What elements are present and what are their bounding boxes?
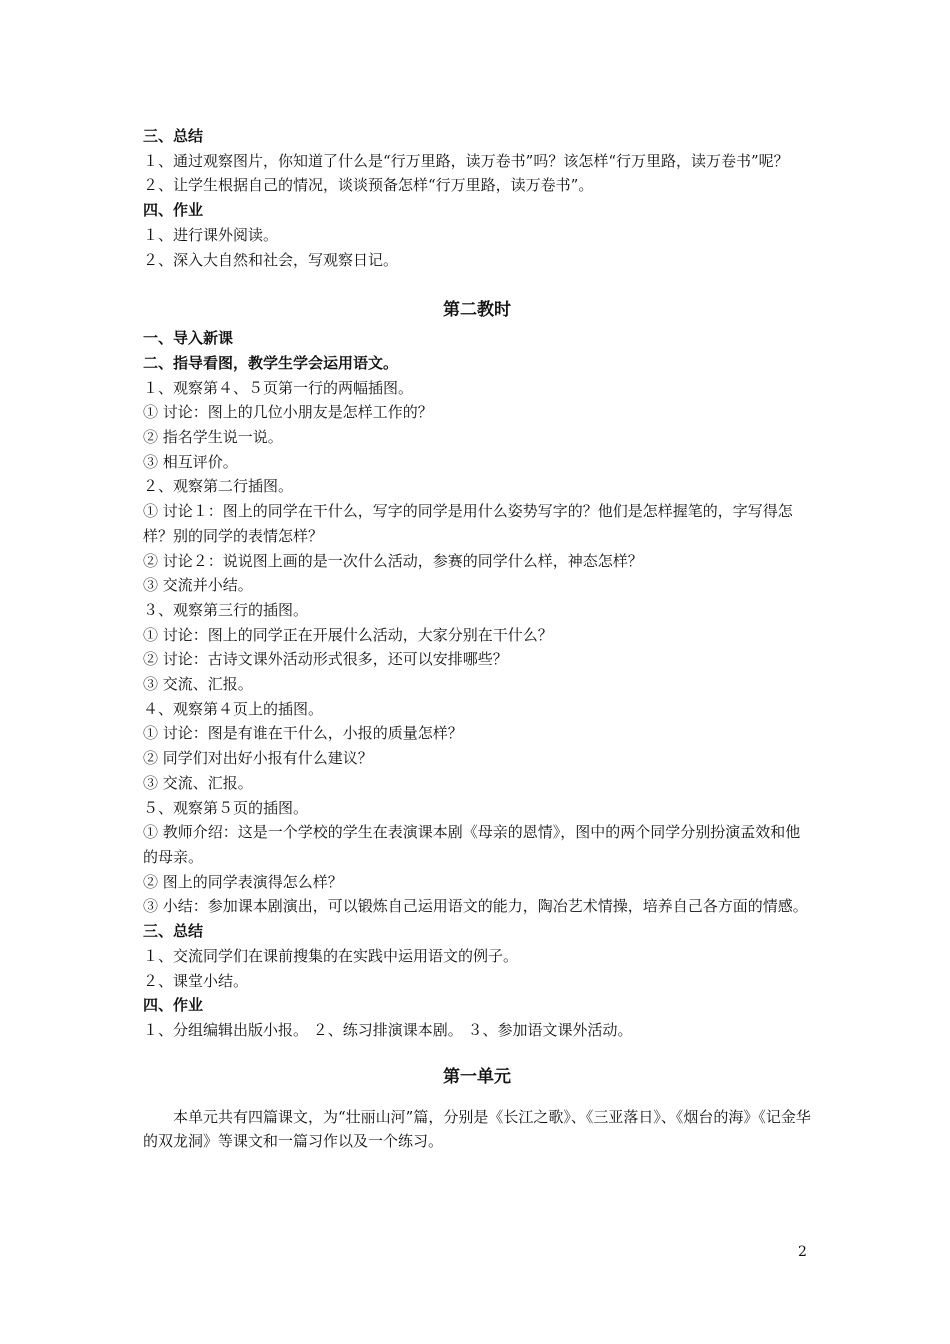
lesson-line: ３、观察第三行的插图。 — [143, 600, 309, 619]
lesson-line: ③ 相互评价。 — [143, 452, 238, 471]
summary-item-1: １、通过观察图片，你知道了什么是“行万里路，读万卷书”吗？该怎样“行万里路，读万卷书”呢？ — [143, 151, 789, 170]
lesson-line: ５、观察第５页的插图。 — [143, 798, 309, 817]
homework-item-2: ２、深入大自然和社会，写观察日记。 — [143, 250, 399, 269]
heading-summary-2: 三、总结 — [143, 922, 204, 941]
lesson-line: ４、观察第４页上的插图。 — [143, 699, 324, 718]
heading-intro: 一、导入新课 — [143, 329, 234, 348]
summary-item: ２、课堂小结。 — [143, 971, 249, 990]
lesson-line: ③ 交流、汇报。 — [143, 773, 253, 792]
summary-item-2: ２、让学生根据自己的情况，谈谈预备怎样“行万里路，读万卷书”。 — [143, 176, 594, 195]
heading-summary: 三、总结 — [143, 127, 204, 145]
lesson-line: ２、观察第二行插图。 — [143, 477, 294, 496]
lesson-line: ① 讨论：图上的同学正在开展什么活动，大家分别在干什么？ — [143, 625, 553, 644]
lesson-line: １、观察第４、５页第一行的两幅插图。 — [143, 378, 414, 397]
summary-item: １、交流同学们在课前搜集的在实践中运用语文的例子。 — [143, 946, 519, 965]
lesson-2-title: 第二教时 — [443, 300, 511, 321]
page-content — [143, 124, 811, 1154]
unit-1-title: 第一单元 — [443, 1066, 511, 1087]
lesson-line: ③ 交流、汇报。 — [143, 675, 253, 694]
heading-guide: 二、指导看图，教学生学会运用语文。 — [143, 353, 399, 372]
lesson-line: ① 教师介绍：这是一个学校的学生在表演课本剧《母亲的恩情》，图中的两个同学分别扮演孟效和他的母亲。 — [143, 823, 801, 866]
lesson-line: ② 图上的同学表演得怎么样？ — [143, 872, 343, 891]
homework-item-1: １、进行课外阅读。 — [143, 225, 279, 244]
lesson-line: ① 讨论：图是有谁在干什么，小报的质量怎样？ — [143, 724, 463, 743]
heading-homework: 四、作业 — [143, 201, 204, 220]
heading-homework-2: 四、作业 — [143, 996, 204, 1015]
lesson-line: ① 讨论１：图上的同学在干什么，写字的同学是用什么姿势写字的？他们是怎样握笔的，字写得怎样？别的同学的表情怎样？ — [143, 502, 793, 545]
unit-1-intro: 本单元共有四篇课文，为“壮丽山河”篇，分别是《长江之歌》、《三亚落日》、《烟台的海》《记金华的双龙洞》等课文和一篇习作以及一个练习。 — [143, 1107, 811, 1151]
lesson-line: ② 讨论：古诗文课外活动形式很多，还可以安排哪些？ — [143, 650, 508, 669]
lesson-line: ③ 小结：参加课本剧演出，可以锻炼自己运用语文的能力，陶冶艺术情操，培养自己各方面的情感。 — [143, 897, 808, 916]
page-number: 2 — [798, 1244, 807, 1260]
homework-line: １、分组编辑出版小报。 ２、练习排演课本剧。 ３、参加语文课外活动。 — [143, 1020, 633, 1039]
lesson-line: ② 同学们对出好小报有什么建议？ — [143, 749, 373, 768]
lesson-line: ② 指名学生说一说。 — [143, 428, 283, 447]
lesson-line: ② 讨论２：说说图上画的是一次什么活动，参赛的同学什么样，神态怎样？ — [143, 551, 643, 570]
lesson-line: ③ 交流并小结。 — [143, 576, 253, 595]
lesson-line: ① 讨论：图上的几位小朋友是怎样工作的？ — [143, 403, 433, 422]
